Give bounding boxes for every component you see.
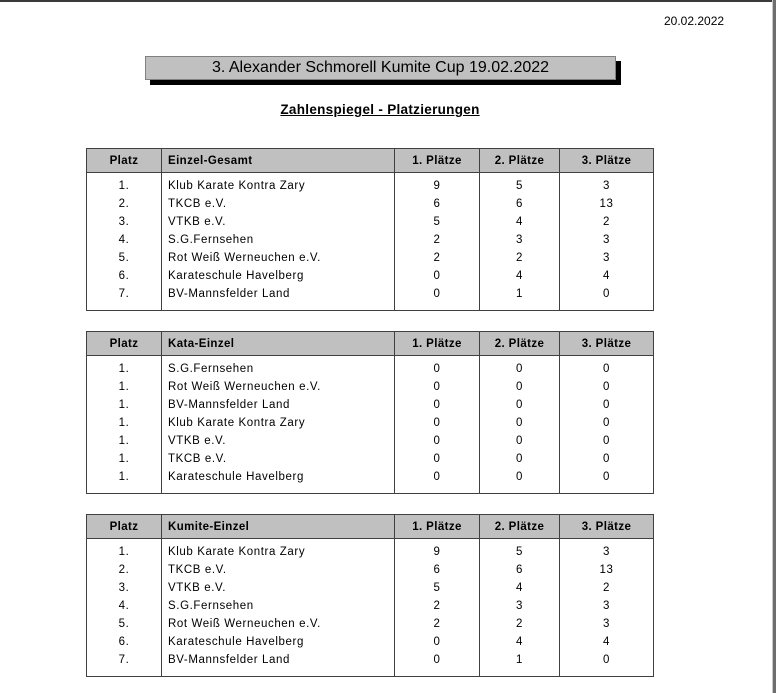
cell-second: 1 [480,651,560,677]
cell-first: 2 [395,615,480,633]
cell-third: 0 [560,414,654,432]
col-header-first: 1. Plätze [395,332,480,356]
cell-platz: 2. [87,195,162,213]
cell-second: 1 [480,285,560,311]
table-row [87,450,654,468]
cell-third: 0 [560,285,654,311]
col-header-category: Kumite-Einzel [162,515,395,539]
cell-club: Rot Weiß Werneuchen e.V. [162,615,395,633]
cell-first: 2 [395,249,480,267]
cell-third: 3 [560,173,654,196]
cell-platz: 1. [87,432,162,450]
cell-second: 0 [480,468,560,494]
cell-second: 5 [480,173,560,196]
cell-second: 3 [480,231,560,249]
cell-club: TKCB e.V. [162,561,395,579]
cell-second: 3 [480,597,560,615]
cell-second: 6 [480,561,560,579]
table-row [87,579,654,597]
cell-club: TKCB e.V. [162,195,395,213]
table-row [87,468,654,494]
cell-third: 4 [560,267,654,285]
table-row [87,285,654,311]
cell-third: 2 [560,213,654,231]
cell-first: 9 [395,539,480,562]
table-row [87,195,654,213]
cell-platz: 1. [87,173,162,196]
cell-first: 6 [395,195,480,213]
col-header-second: 2. Plätze [480,332,560,356]
cell-platz: 1. [87,539,162,562]
cell-second: 4 [480,579,560,597]
cell-first: 9 [395,173,480,196]
report-title: 3. Alexander Schmorell Kumite Cup 19.02.2022 [211,59,550,76]
cell-club: VTKB e.V. [162,579,395,597]
col-header-platz: Platz [87,332,162,356]
cell-third: 0 [560,396,654,414]
cell-platz: 3. [87,579,162,597]
results-table-einzel-gesamt [86,148,654,311]
col-header-first: 1. Plätze [395,149,480,173]
cell-platz: 1. [87,414,162,432]
cell-third: 2 [560,579,654,597]
cell-first: 6 [395,561,480,579]
report-subtitle: Zahlenspiegel - Platzierungen [280,102,480,117]
col-header-first: 1. Plätze [395,515,480,539]
cell-platz: 3. [87,213,162,231]
cell-platz: 7. [87,285,162,311]
col-header-platz: Platz [87,149,162,173]
cell-club: Rot Weiß Werneuchen e.V. [162,378,395,396]
cell-second: 0 [480,356,560,379]
cell-club: Karateschule Havelberg [162,468,395,494]
cell-second: 0 [480,450,560,468]
report-date: 20.02.2022 [664,14,725,28]
cell-second: 4 [480,267,560,285]
cell-third: 3 [560,231,654,249]
cell-second: 0 [480,432,560,450]
cell-third: 0 [560,450,654,468]
cell-second: 0 [480,378,560,396]
cell-second: 2 [480,615,560,633]
cell-second: 2 [480,249,560,267]
cell-club: BV-Mannsfelder Land [162,396,395,414]
col-header-third: 3. Plätze [560,515,654,539]
cell-platz: 1. [87,396,162,414]
col-header-third: 3. Plätze [560,332,654,356]
table-row [87,633,654,651]
cell-first: 2 [395,597,480,615]
cell-second: 4 [480,633,560,651]
cell-club: S.G.Fernsehen [162,356,395,379]
results-table-kumite-einzel [86,514,654,677]
cell-first: 0 [395,267,480,285]
cell-first: 2 [395,231,480,249]
cell-first: 0 [395,414,480,432]
table-row [87,378,654,396]
table-row [87,396,654,414]
cell-second: 0 [480,414,560,432]
cell-third: 0 [560,356,654,379]
table-row [87,173,654,196]
cell-second: 4 [480,213,560,231]
cell-club: Rot Weiß Werneuchen e.V. [162,249,395,267]
col-header-third: 3. Plätze [560,149,654,173]
window-top-border [0,0,776,2]
cell-platz: 5. [87,249,162,267]
cell-platz: 4. [87,231,162,249]
results-table-kata-einzel [86,331,654,494]
cell-first: 0 [395,285,480,311]
col-header-category: Kata-Einzel [162,332,395,356]
cell-second: 6 [480,195,560,213]
cell-club: Karateschule Havelberg [162,633,395,651]
table-row [87,213,654,231]
cell-platz: 1. [87,450,162,468]
cell-club: Karateschule Havelberg [162,267,395,285]
cell-first: 0 [395,378,480,396]
table-row [87,231,654,249]
cell-third: 3 [560,249,654,267]
cell-club: Klub Karate Kontra Zary [162,173,395,196]
table-row [87,651,654,677]
col-header-platz: Platz [87,515,162,539]
cell-second: 5 [480,539,560,562]
cell-second: 0 [480,396,560,414]
cell-club: VTKB e.V. [162,432,395,450]
table-row [87,356,654,379]
cell-club: Klub Karate Kontra Zary [162,539,395,562]
cell-club: BV-Mannsfelder Land [162,285,395,311]
cell-first: 0 [395,356,480,379]
cell-first: 0 [395,450,480,468]
cell-platz: 1. [87,468,162,494]
cell-platz: 5. [87,615,162,633]
cell-third: 3 [560,597,654,615]
table-header-row [87,149,654,173]
cell-club: VTKB e.V. [162,213,395,231]
table-row [87,249,654,267]
cell-third: 4 [560,633,654,651]
table-row [87,615,654,633]
table-row [87,432,654,450]
cell-club: TKCB e.V. [162,450,395,468]
cell-club: Klub Karate Kontra Zary [162,414,395,432]
col-header-second: 2. Plätze [480,515,560,539]
col-header-second: 2. Plätze [480,149,560,173]
cell-first: 0 [395,396,480,414]
cell-club: BV-Mannsfelder Land [162,651,395,677]
cell-club: S.G.Fernsehen [162,231,395,249]
table-row [87,597,654,615]
table-header-row [87,515,654,539]
cell-third: 3 [560,615,654,633]
cell-third: 0 [560,651,654,677]
cell-platz: 1. [87,378,162,396]
cell-platz: 6. [87,633,162,651]
cell-third: 0 [560,378,654,396]
cell-third: 13 [560,195,654,213]
cell-club: S.G.Fernsehen [162,597,395,615]
col-header-category: Einzel-Gesamt [162,149,395,173]
cell-first: 5 [395,579,480,597]
cell-platz: 6. [87,267,162,285]
cell-third: 0 [560,468,654,494]
cell-platz: 2. [87,561,162,579]
cell-first: 0 [395,468,480,494]
cell-first: 5 [395,213,480,231]
cell-first: 0 [395,432,480,450]
table-row [87,539,654,562]
cell-platz: 4. [87,597,162,615]
cell-third: 3 [560,539,654,562]
cell-platz: 1. [87,356,162,379]
report-title-box [145,56,616,80]
table-header-row [87,332,654,356]
table-row [87,267,654,285]
cell-first: 0 [395,633,480,651]
table-row [87,561,654,579]
cell-third: 13 [560,561,654,579]
table-row [87,414,654,432]
cell-platz: 7. [87,651,162,677]
cell-third: 0 [560,432,654,450]
cell-first: 0 [395,651,480,677]
